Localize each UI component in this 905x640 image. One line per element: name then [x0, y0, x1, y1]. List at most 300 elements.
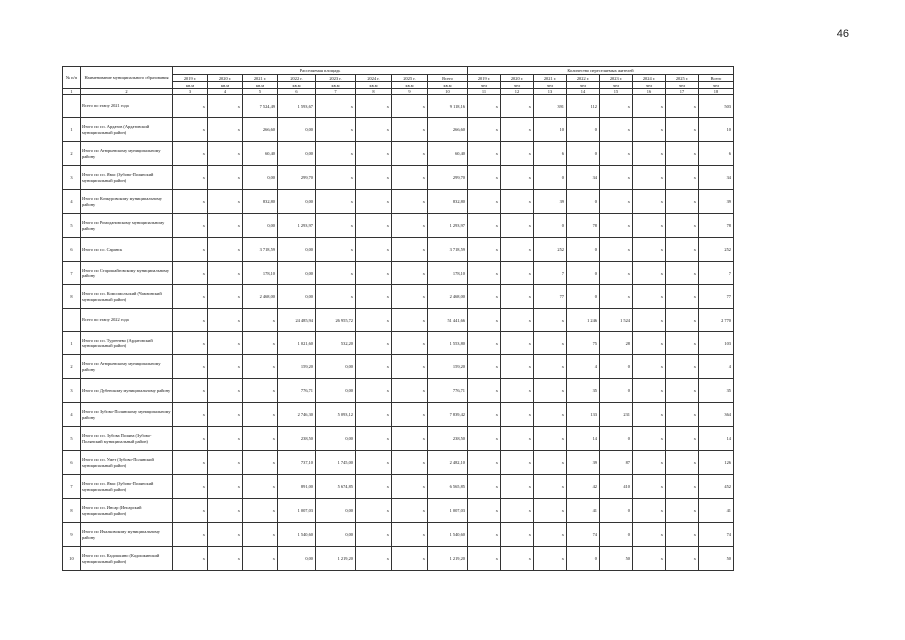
people-cell: x	[633, 403, 666, 427]
area-cell: 7 839,42	[428, 403, 468, 427]
header-num: № п/п	[63, 67, 81, 89]
area-cell: x	[208, 285, 243, 309]
area-cell: x	[356, 142, 392, 166]
resettlement-table-sheet	[62, 66, 734, 571]
year-header: 2021 г.	[534, 75, 567, 82]
area-cell: 178,10	[243, 262, 278, 285]
area-cell: x	[392, 403, 428, 427]
municipality-name: Итого по Зубово-Полянскому муниципальному району	[81, 403, 173, 427]
area-cell: x	[173, 238, 208, 262]
area-cell: 2 468,00	[428, 285, 468, 309]
area-cell: x	[208, 332, 243, 355]
table-row	[63, 547, 734, 571]
people-cell: x	[666, 142, 699, 166]
area-cell: 51 441,66	[428, 309, 468, 332]
people-cell: x	[600, 262, 633, 285]
people-cell: 87	[600, 451, 633, 475]
area-cell: x	[356, 190, 392, 214]
table-body	[63, 95, 734, 571]
people-cell: 126	[699, 451, 734, 475]
unit-header: чел	[567, 82, 600, 89]
column-number: 15	[600, 89, 633, 95]
area-cell: x	[392, 309, 428, 332]
people-cell: x	[534, 523, 567, 547]
table-row	[63, 238, 734, 262]
area-cell: x	[208, 403, 243, 427]
area-cell: 3 718,59	[243, 238, 278, 262]
unit-header: чел	[534, 82, 567, 89]
people-cell: 0	[567, 547, 600, 571]
people-cell: x	[600, 118, 633, 142]
people-cell: 0	[534, 166, 567, 190]
people-cell: x	[534, 355, 567, 379]
people-cell: x	[633, 214, 666, 238]
people-cell: 35	[699, 379, 734, 403]
header-count-group: Количество переселяемых жителей	[468, 67, 734, 75]
header-expense-group: Расселяемая площадь	[173, 67, 468, 75]
people-cell: 0	[600, 499, 633, 523]
people-cell: x	[600, 166, 633, 190]
row-number: 4	[63, 403, 81, 427]
area-cell: x	[173, 262, 208, 285]
people-cell: x	[501, 547, 534, 571]
people-cell: x	[633, 142, 666, 166]
municipality-name: Итого по Атюрьевскому муниципальному району	[81, 142, 173, 166]
area-cell: x	[392, 190, 428, 214]
area-cell: x	[243, 451, 278, 475]
area-cell: 0,00	[278, 190, 316, 214]
people-cell: x	[600, 190, 633, 214]
area-cell: 776,71	[428, 379, 468, 403]
area-cell: 5 674,85	[316, 475, 356, 499]
people-cell: 34	[699, 166, 734, 190]
area-cell: x	[173, 427, 208, 451]
area-cell: 532,20	[316, 332, 356, 355]
column-number: 1	[63, 89, 81, 95]
area-cell: 1 540,60	[278, 523, 316, 547]
area-cell: x	[316, 262, 356, 285]
row-number: 8	[63, 285, 81, 309]
year-header: 2025 г.	[666, 75, 699, 82]
people-cell: x	[666, 355, 699, 379]
people-cell: 133	[567, 403, 600, 427]
year-header: 2023 г.	[600, 75, 633, 82]
area-cell: 1 745,00	[316, 451, 356, 475]
row-number	[63, 309, 81, 332]
column-number: 9	[392, 89, 428, 95]
people-cell: 7	[534, 262, 567, 285]
area-cell: x	[243, 379, 278, 403]
area-cell: 5 093,12	[316, 403, 356, 427]
area-cell: x	[356, 379, 392, 403]
area-cell: 1 540,60	[428, 523, 468, 547]
unit-header: чел	[501, 82, 534, 89]
people-cell: x	[600, 238, 633, 262]
people-cell: x	[600, 214, 633, 238]
people-cell: x	[600, 142, 633, 166]
people-cell: 0	[567, 262, 600, 285]
people-cell: x	[600, 95, 633, 118]
row-number: 10	[63, 547, 81, 571]
people-cell: x	[501, 309, 534, 332]
row-number: 2	[63, 355, 81, 379]
people-cell: 503	[699, 95, 734, 118]
people-cell: x	[501, 403, 534, 427]
area-cell: 2 746,30	[278, 403, 316, 427]
column-number: 2	[81, 89, 173, 95]
table-row	[63, 379, 734, 403]
column-number: 8	[356, 89, 392, 95]
people-cell: x	[534, 379, 567, 403]
area-cell: x	[208, 262, 243, 285]
column-number: 12	[501, 89, 534, 95]
municipality-name: Итого по Атюрьевскому муниципальному району	[81, 355, 173, 379]
area-cell: 238,50	[428, 427, 468, 451]
people-cell: 0	[567, 238, 600, 262]
people-cell: x	[666, 451, 699, 475]
area-cell: x	[173, 142, 208, 166]
unit-header: кв.м	[428, 82, 468, 89]
people-cell: 4	[699, 355, 734, 379]
area-cell: 26 955,72	[316, 309, 356, 332]
people-cell: 112	[567, 95, 600, 118]
people-cell: x	[501, 285, 534, 309]
people-cell: x	[534, 332, 567, 355]
people-cell: x	[534, 475, 567, 499]
area-cell: 832,80	[428, 190, 468, 214]
people-cell: 364	[699, 403, 734, 427]
people-cell: x	[666, 309, 699, 332]
area-cell: x	[243, 355, 278, 379]
people-cell: x	[534, 309, 567, 332]
people-cell: 74	[699, 523, 734, 547]
row-number: 6	[63, 451, 81, 475]
year-header: 2019 г.	[468, 75, 501, 82]
people-cell: 14	[699, 427, 734, 451]
people-cell: x	[468, 547, 501, 571]
area-cell: x	[243, 332, 278, 355]
area-cell: x	[173, 451, 208, 475]
column-number: 13	[534, 89, 567, 95]
area-cell: x	[208, 547, 243, 571]
people-cell: x	[666, 547, 699, 571]
people-cell: x	[468, 451, 501, 475]
year-header: Всего	[699, 75, 734, 82]
area-cell: x	[208, 238, 243, 262]
people-cell: x	[633, 262, 666, 285]
people-cell: x	[468, 475, 501, 499]
area-cell: x	[356, 238, 392, 262]
area-cell: 1 021,60	[278, 332, 316, 355]
municipality-name: Всего по этапу 2021 года	[81, 95, 173, 118]
municipality-name: Итого по г.п. Тургенево (Ардатовский муниципальный район)	[81, 332, 173, 355]
table-row	[63, 118, 734, 142]
area-cell: x	[392, 451, 428, 475]
area-cell: x	[316, 95, 356, 118]
table-row	[63, 403, 734, 427]
unit-header: кв.м	[243, 82, 278, 89]
people-cell: 1 246	[567, 309, 600, 332]
area-cell: 832,80	[243, 190, 278, 214]
people-cell: x	[534, 427, 567, 451]
people-cell: 34	[567, 166, 600, 190]
area-cell: x	[392, 95, 428, 118]
people-cell: x	[666, 332, 699, 355]
people-cell: x	[633, 451, 666, 475]
area-cell: 1 293,97	[278, 214, 316, 238]
area-cell: x	[356, 262, 392, 285]
people-cell: x	[501, 190, 534, 214]
area-cell: 9 118,16	[428, 95, 468, 118]
area-cell: x	[392, 118, 428, 142]
row-number: 4	[63, 190, 81, 214]
row-number: 6	[63, 238, 81, 262]
area-cell: x	[173, 403, 208, 427]
area-cell: 2 468,00	[243, 285, 278, 309]
unit-header: чел	[600, 82, 633, 89]
column-number: 10	[428, 89, 468, 95]
municipality-name: Итого по Ромодановскому муниципальному району	[81, 214, 173, 238]
area-cell: x	[173, 355, 208, 379]
area-cell: x	[243, 547, 278, 571]
area-cell: 0,00	[278, 262, 316, 285]
people-cell: x	[468, 95, 501, 118]
people-cell: 6	[534, 142, 567, 166]
people-cell: x	[501, 95, 534, 118]
table-row	[63, 95, 734, 118]
table-row	[63, 142, 734, 166]
people-cell: x	[468, 332, 501, 355]
people-cell: x	[501, 475, 534, 499]
people-cell: 103	[699, 332, 734, 355]
year-header: Всего	[428, 75, 468, 82]
people-cell: 10	[534, 118, 567, 142]
area-cell: 159,20	[428, 355, 468, 379]
area-cell: x	[208, 499, 243, 523]
people-cell: 7	[699, 262, 734, 285]
area-cell: x	[356, 309, 392, 332]
people-cell: x	[633, 355, 666, 379]
table-row	[63, 166, 734, 190]
column-number: 7	[316, 89, 356, 95]
area-cell: x	[316, 118, 356, 142]
area-cell: x	[392, 142, 428, 166]
people-cell: 77	[534, 285, 567, 309]
row-number: 5	[63, 214, 81, 238]
area-cell: 299,70	[278, 166, 316, 190]
area-cell: 891,00	[278, 475, 316, 499]
people-cell: x	[468, 499, 501, 523]
people-cell: x	[633, 190, 666, 214]
area-cell: x	[316, 238, 356, 262]
area-cell: x	[392, 475, 428, 499]
header-name: Наименование муниципального образования	[81, 67, 173, 89]
unit-header: кв.м	[392, 82, 428, 89]
people-cell: x	[666, 499, 699, 523]
table-row	[63, 309, 734, 332]
people-cell: x	[501, 355, 534, 379]
area-cell: 1 007,03	[428, 499, 468, 523]
unit-header: чел	[633, 82, 666, 89]
people-cell: 452	[699, 475, 734, 499]
area-cell: x	[173, 285, 208, 309]
row-number: 7	[63, 475, 81, 499]
area-cell: x	[208, 451, 243, 475]
row-number: 1	[63, 332, 81, 355]
table-row	[63, 499, 734, 523]
people-cell: 252	[534, 238, 567, 262]
area-cell: 737,10	[278, 451, 316, 475]
area-cell: 1 553,80	[428, 332, 468, 355]
column-number: 18	[699, 89, 734, 95]
people-cell: 50	[699, 547, 734, 571]
people-cell: x	[501, 142, 534, 166]
municipality-name: Итого по Ичалковскому муниципальному району	[81, 523, 173, 547]
area-cell: x	[243, 523, 278, 547]
people-cell: x	[666, 262, 699, 285]
people-cell: x	[633, 547, 666, 571]
area-cell: x	[208, 475, 243, 499]
area-cell: x	[316, 190, 356, 214]
row-number: 7	[63, 262, 81, 285]
unit-header: кв.м	[173, 82, 208, 89]
year-header: 2019 г.	[173, 75, 208, 82]
people-cell: 0	[600, 523, 633, 547]
page-number: 46	[836, 28, 849, 40]
people-cell: x	[666, 166, 699, 190]
area-cell: 266,60	[243, 118, 278, 142]
area-cell: 0,00	[278, 238, 316, 262]
area-cell: x	[356, 118, 392, 142]
people-cell: 0	[534, 214, 567, 238]
area-cell: x	[173, 118, 208, 142]
people-cell: x	[468, 309, 501, 332]
resettlement-table	[62, 66, 734, 571]
area-cell: x	[356, 427, 392, 451]
area-cell: 1 293,97	[428, 214, 468, 238]
people-cell: x	[633, 238, 666, 262]
area-cell: 299,70	[428, 166, 468, 190]
area-cell: x	[356, 214, 392, 238]
people-cell: 10	[699, 118, 734, 142]
people-cell: x	[633, 475, 666, 499]
people-cell: 252	[699, 238, 734, 262]
area-cell: 1 219,20	[316, 547, 356, 571]
people-cell: x	[666, 190, 699, 214]
area-cell: x	[356, 285, 392, 309]
area-cell: x	[173, 95, 208, 118]
area-cell: x	[392, 238, 428, 262]
header-row-groups	[63, 67, 734, 75]
unit-header: чел	[468, 82, 501, 89]
people-cell: x	[666, 95, 699, 118]
area-cell: 0,00	[316, 379, 356, 403]
area-cell: x	[392, 427, 428, 451]
people-cell: x	[468, 523, 501, 547]
column-number: 5	[243, 89, 278, 95]
area-cell: x	[356, 523, 392, 547]
column-number: 11	[468, 89, 501, 95]
area-cell: x	[316, 166, 356, 190]
area-cell: 238,50	[278, 427, 316, 451]
column-number: 6	[278, 89, 316, 95]
year-header: 2023 г.	[316, 75, 356, 82]
people-cell: x	[633, 332, 666, 355]
year-header: 2022 г.	[567, 75, 600, 82]
area-cell: x	[243, 427, 278, 451]
people-cell: 39	[534, 190, 567, 214]
area-cell: x	[208, 95, 243, 118]
people-cell: x	[666, 214, 699, 238]
area-cell: x	[392, 355, 428, 379]
people-cell: x	[468, 142, 501, 166]
people-cell: x	[468, 118, 501, 142]
people-cell: 2 770	[699, 309, 734, 332]
people-cell: x	[666, 118, 699, 142]
area-cell: x	[173, 523, 208, 547]
people-cell: 39	[699, 190, 734, 214]
people-cell: x	[501, 262, 534, 285]
people-cell: 39	[567, 451, 600, 475]
area-cell: 776,71	[278, 379, 316, 403]
people-cell: 50	[600, 547, 633, 571]
column-number: 4	[208, 89, 243, 95]
area-cell: x	[392, 262, 428, 285]
area-cell: x	[356, 451, 392, 475]
municipality-name: Итого по г.п. Инсар (Инсарский муниципальный район)	[81, 499, 173, 523]
people-cell: x	[468, 403, 501, 427]
table-row	[63, 332, 734, 355]
row-number: 5	[63, 427, 81, 451]
municipality-name: Итого по г.п. Кадошкино (Кадошкинский муниципальный район)	[81, 547, 173, 571]
people-cell: 1 524	[600, 309, 633, 332]
table-row	[63, 523, 734, 547]
area-cell: 24 485,94	[278, 309, 316, 332]
people-cell: x	[534, 403, 567, 427]
area-cell: 6 565,85	[428, 475, 468, 499]
people-cell: 14	[567, 427, 600, 451]
area-cell: 0,00	[278, 118, 316, 142]
municipality-name: Итого по г.п. Комсомольский (Чамзинский муниципальный район)	[81, 285, 173, 309]
unit-header: чел	[699, 82, 734, 89]
area-cell: x	[392, 547, 428, 571]
area-cell: x	[392, 166, 428, 190]
people-cell: x	[666, 285, 699, 309]
people-cell: x	[501, 523, 534, 547]
area-cell: x	[208, 309, 243, 332]
area-cell: x	[208, 355, 243, 379]
area-cell: 0,00	[316, 523, 356, 547]
area-cell: 178,10	[428, 262, 468, 285]
people-cell: 74	[567, 523, 600, 547]
people-cell: x	[468, 166, 501, 190]
area-cell: 0,00	[316, 355, 356, 379]
area-cell: x	[208, 523, 243, 547]
people-cell: x	[468, 427, 501, 451]
area-cell: 0,00	[316, 427, 356, 451]
row-number: 3	[63, 166, 81, 190]
area-cell: x	[208, 379, 243, 403]
people-cell: x	[666, 238, 699, 262]
people-cell: x	[468, 285, 501, 309]
area-cell: x	[208, 190, 243, 214]
year-header: 2024 г.	[633, 75, 666, 82]
row-number: 1	[63, 118, 81, 142]
area-cell: x	[208, 166, 243, 190]
people-cell: x	[633, 379, 666, 403]
table-row	[63, 355, 734, 379]
area-cell: x	[243, 499, 278, 523]
